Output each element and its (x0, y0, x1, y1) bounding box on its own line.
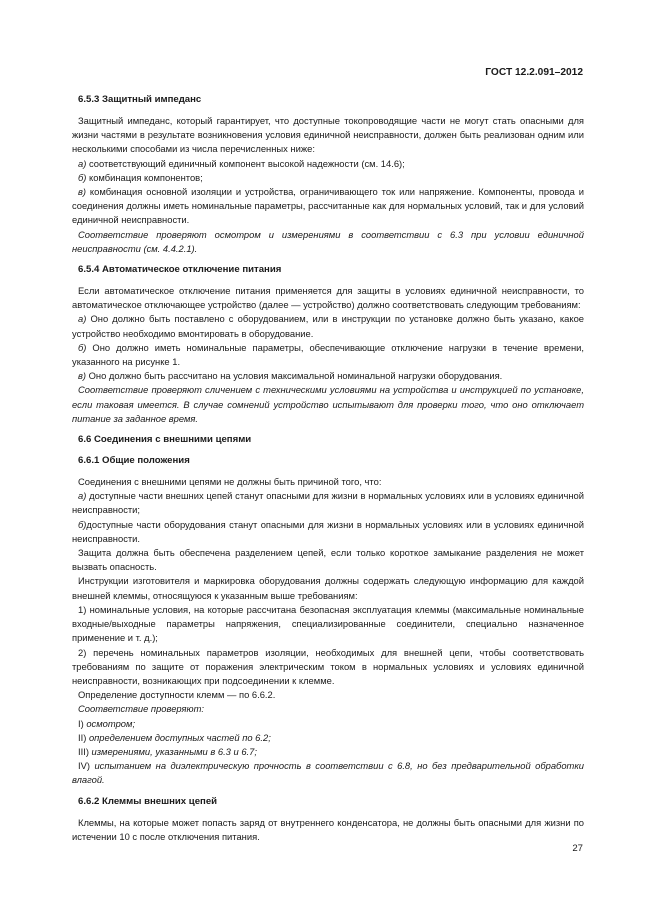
paragraph: Защитный импеданс, который гарантирует, что доступные токопроводящие части не могут стать опасными для жизни частями в результате возникновения условия единичной неисправности, должен быть реализован одним или несколькими способами из числа перечисленных ниже: (72, 115, 584, 155)
list-item (72, 341, 584, 369)
paragraph: Клеммы, на которые может попасть заряд от внутреннего конденсатора, не должны быть опасными для жизни по истечении 10 с после отключения питания. (72, 816, 584, 842)
paragraph: Определение доступности клемм — по 6.6.2. (78, 689, 276, 701)
list-marker: б) (78, 518, 87, 530)
document-body (72, 93, 584, 844)
check-item (72, 717, 584, 731)
paragraph: Инструкции изготовителя и маркировка оборудования должны содержать следующую информацию для каждой внешней клеммы, относящуюся к указанным выше требованиям: (72, 575, 584, 601)
list-text: доступные части внешних цепей станут опасными для жизни в нормальных условиях или в условиях единичной неисправности; (72, 490, 584, 516)
list-text: Оно должно иметь номинальные параметры, обеспечивающие отключение нагрузки в течение времени, указанного на рисунке 1. (72, 341, 584, 368)
list-text: Оно должно быть поставлено с оборудованием, или в инструкции по установке должно быть указано, какое устройство необходимо вмонтировать в оборудование. (72, 313, 584, 339)
paragraph: Соединения с внешними цепями не должны быть причиной того, что: (78, 476, 382, 488)
section-heading: 6.6 Соединения с внешними цепями (78, 434, 252, 446)
standard-header: ГОСТ 12.2.091–2012 (485, 67, 583, 78)
compliance-check: Соответствие проверяют: (78, 703, 204, 715)
list-item: 2) перечень номинальных параметров изоляции, необходимых для внешней цепи, чтобы соответствовать требованиям по защите от поражения электрическим током в нормальных условиях и условиях единичной неисправности, возникающих при подсоединении к клемме. (72, 646, 584, 686)
paragraph: Если автоматическое отключение питания применяется для защиты в условиях единичной неисправности, то автоматическое отключающее устройство (далее — устройство) должно соответствовать следующим требованиям: (72, 285, 584, 311)
check-marker: III) (78, 745, 92, 757)
list-marker: б) (78, 341, 87, 353)
list-text: комбинация компонентов; (86, 171, 203, 183)
list-item (72, 518, 584, 546)
paragraph: Защита должна быть обеспечена разделением цепей, если только короткое замыкание разделения не может вызвать опасность. (72, 547, 584, 573)
list-text: доступные части оборудования станут опасными для жизни в нормальных условиях или в условиях единичной неисправности. (72, 518, 584, 544)
check-marker: II) (78, 731, 89, 743)
list-item (72, 489, 584, 517)
check-text: определением доступных частей по 6.2; (88, 731, 271, 743)
check-text: осмотром; (86, 717, 136, 729)
check-text: испытанием на диэлектрическую прочность в соответствии с 6.8, но без предварительной обработки влагой. (72, 760, 584, 786)
list-marker: в) (78, 370, 87, 382)
check-text: измерениями, указанными в 6.3 и 6.7; (91, 745, 257, 757)
check-item (72, 745, 584, 759)
check-item (72, 759, 584, 787)
list-item (72, 157, 584, 171)
list-item (72, 369, 584, 383)
list-item (72, 185, 584, 228)
section-heading: 6.6.1 Общие положения (78, 455, 190, 467)
list-text: соответствующий единичный компонент высокой надежности (см. 14.6); (86, 157, 405, 169)
list-marker: в) (78, 186, 87, 198)
list-marker: б) (78, 171, 87, 183)
section-6-6-2 (72, 795, 584, 844)
list-item (72, 171, 584, 185)
section-6-5-3 (72, 93, 584, 256)
section-heading: 6.5.4 Автоматическое отключение питания (78, 264, 282, 276)
list-marker: а) (78, 157, 87, 169)
section-6-5-4 (72, 263, 584, 426)
list-marker: а) (78, 313, 87, 325)
check-item (72, 731, 584, 745)
list-text: Оно должно быть рассчитано на условия максимальной номинальной нагрузки оборудования. (86, 370, 503, 382)
check-marker: IV) (78, 760, 95, 772)
list-marker: а) (78, 490, 87, 502)
section-heading: 6.5.3 Защитный импеданс (78, 94, 202, 105)
page-number: 27 (572, 843, 583, 854)
list-item: 1) номинальные условия, на которые рассчитана безопасная эксплуатация клеммы (максимальные номинальные входные/выходные параметры напряжения, специализированные соединители, специально назначенное применение и т. д.); (72, 603, 584, 644)
list-item (72, 312, 584, 340)
compliance-check: Соответствие проверяют сличением с техническими условиями на устройства и инструкцией по установке, если таковая имеется. В случае сомнений устройство испытывают для проверки того, что оно отключает питание за заданное время. (72, 384, 584, 424)
list-text: комбинация основной изоляции и устройства, ограничивающего ток или напряжение. Компоненты, провода и соединения должны иметь номинальные параметры, рассчитанные как для нормальных условий, так и для условий единичной неисправности. (72, 186, 584, 226)
compliance-check: Соответствие проверяют осмотром и измерениями в соответствии с 6.3 при условии единичной неисправности (см. 4.4.2.1). (72, 228, 584, 254)
section-heading: 6.6.2 Клеммы внешних цепей (78, 795, 218, 807)
section-6-6-1 (72, 454, 584, 787)
check-marker: I) (78, 717, 87, 729)
